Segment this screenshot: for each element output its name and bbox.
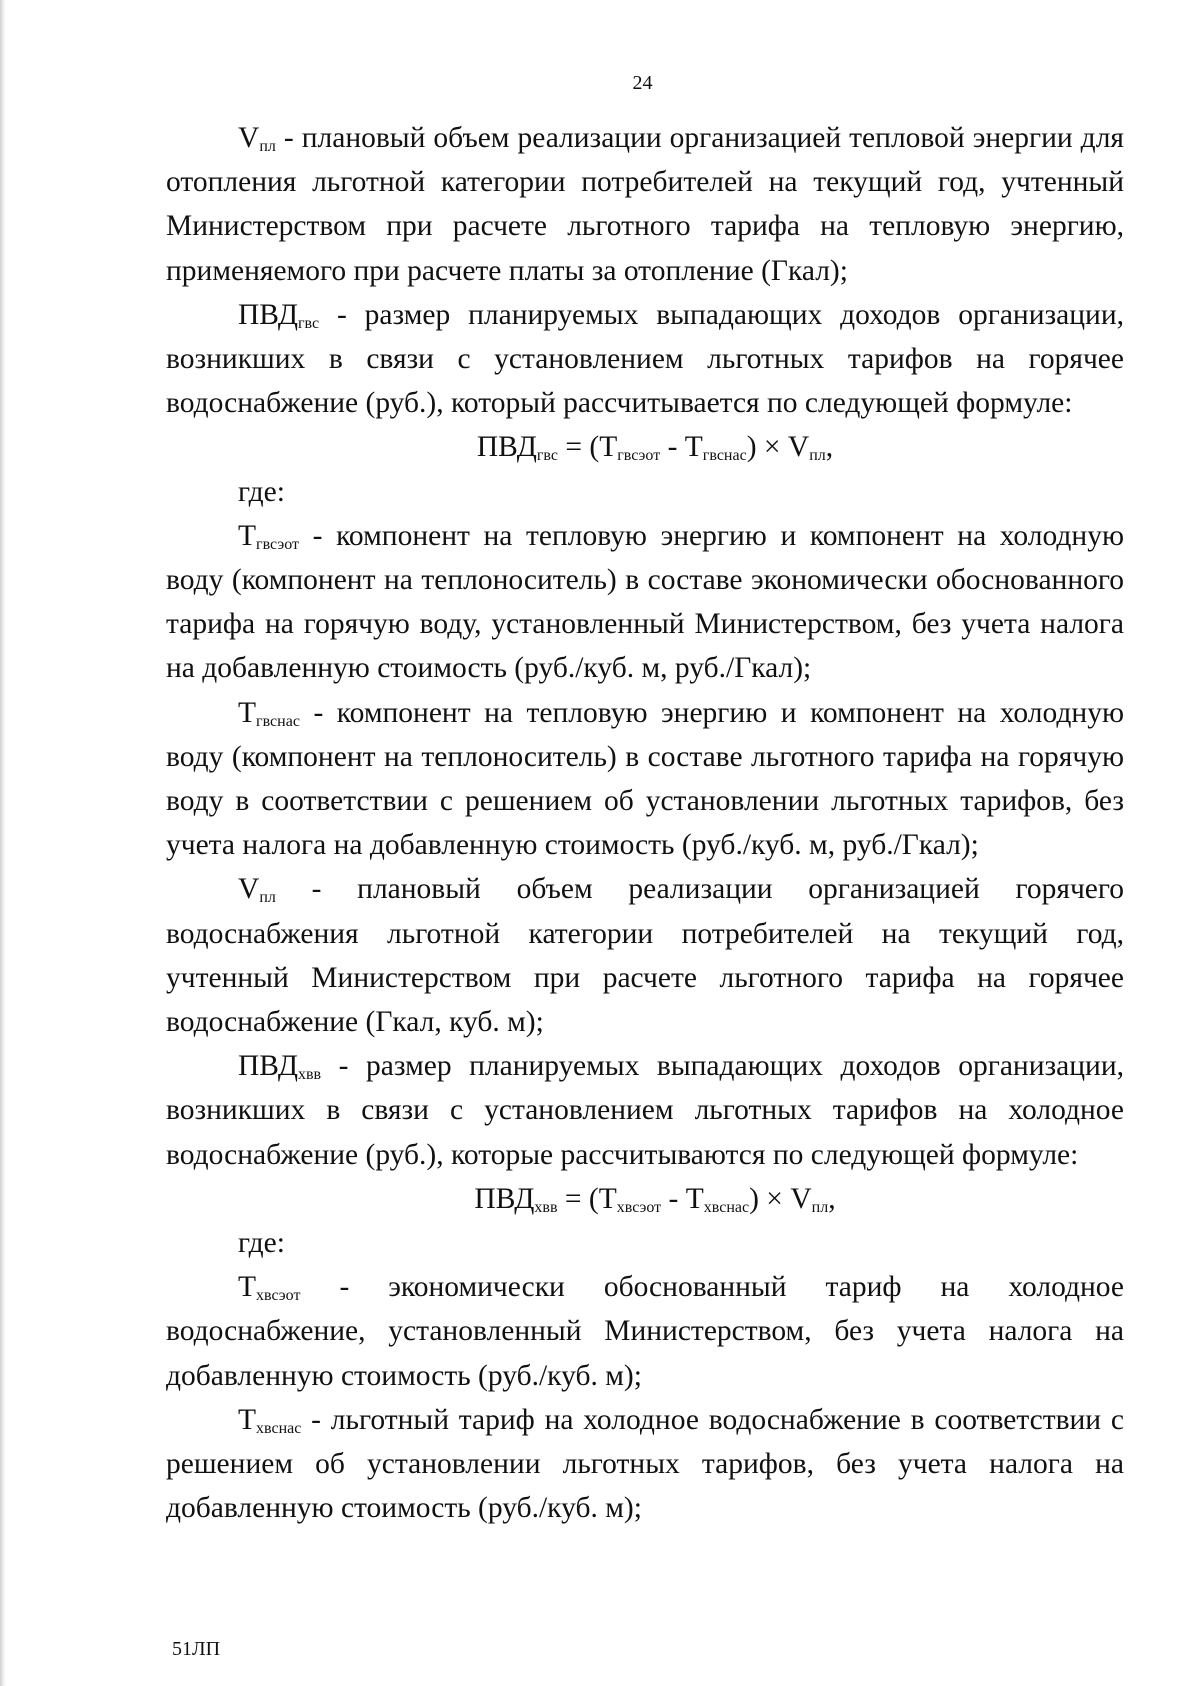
symbol-subscript: пл — [811, 1198, 829, 1216]
footer-code: 51ЛП — [172, 1638, 221, 1660]
symbol-subscript: гвснас — [256, 712, 300, 730]
text-run: - плановый объем реализации организацией тепловой энергии для отопления льготной категории потребителей на текущий год, учтенный Министерством при расчете льготного тарифа на тепловую энергию, применяемого при расчете платы за отопление (Гкал); — [166, 122, 1124, 287]
text-run: - льготный тариф на холодное водоснабжение в соответствии с решением об установлении льготных тарифов, без учета налога на добавленную стоимость (руб./куб. м); — [166, 1403, 1124, 1525]
text-run: - компонент на тепловую энергию и компонент на холодную воду (компонент на теплоноситель) в составе льготного тарифа на горячую воду в соответствии с решением об установлении льготных тарифов, без учета налога на добавленную стоимость (руб./куб. м, руб./Гкал); — [166, 696, 1124, 862]
symbol: ПВД — [476, 431, 537, 464]
symbol-subscript: хвснас — [256, 1419, 302, 1437]
formula — [166, 1177, 1124, 1221]
page-number: 24 — [632, 72, 653, 94]
paragraph — [166, 1265, 1124, 1398]
symbol: ПВД — [238, 298, 298, 331]
symbol: Т — [238, 1403, 257, 1436]
text-run: = ( — [557, 1182, 599, 1215]
text-run: - размер планируемых выпадающих доходов организации, возникших в связи с установлением льготных тарифов на холодное водоснабжение (руб.), которые рассчитываются по следующей формуле: — [166, 1050, 1124, 1171]
symbol-subscript: пл — [809, 447, 826, 465]
paragraph — [166, 116, 1124, 293]
paragraph — [166, 1221, 1124, 1265]
symbol-subscript: пл — [259, 138, 276, 155]
symbol: Т — [685, 1182, 704, 1215]
symbol-subscript: гвсэот — [617, 447, 661, 465]
text-run: - размер планируемых выпадающих доходов организации, возникших в связи с установлением льготных тарифов на горячее водоснабжение (руб.), который рассчитывается по следующей формуле: — [166, 298, 1124, 420]
formula — [166, 425, 1124, 469]
symbol: V — [238, 122, 260, 154]
symbol-subscript: гвс — [536, 447, 558, 465]
symbol: V — [238, 873, 260, 906]
paragraph — [166, 1398, 1124, 1531]
symbol-subscript: хвв — [534, 1198, 558, 1216]
text-run: где: — [238, 1227, 285, 1260]
paragraph — [166, 470, 1124, 514]
text-run: ) × — [746, 431, 788, 464]
paragraph — [166, 867, 1124, 1044]
text-run: ) × — [749, 1182, 791, 1215]
symbol: Т — [238, 519, 257, 552]
paragraph — [166, 514, 1124, 691]
symbol: ПВД — [474, 1182, 535, 1215]
text-run: где: — [238, 475, 285, 508]
symbol: ПВД — [238, 1050, 298, 1083]
symbol: V — [787, 431, 810, 464]
paragraph — [166, 691, 1124, 868]
symbol: Т — [599, 431, 618, 464]
text-run: - экономически обоснованный тариф на холодное водоснабжение, установленный Министерством, без учета налога на добавленную стоимость (руб./куб. м); — [166, 1271, 1124, 1392]
text-run: = ( — [557, 431, 600, 464]
paragraph — [166, 1044, 1124, 1177]
text-run: - плановый объем реализации организацией горячего водоснабжения льготной категории потребителей на текущий год, учтенный Министерством при расчете льготного тарифа на горячее водоснабжение (Гкал, куб. м); — [166, 873, 1124, 1039]
symbol: Т — [684, 431, 703, 464]
text-run: - компонент на тепловую энергию и компонент на холодную воду (компонент на теплоноситель) в составе экономически обоснованного тарифа на горячую воду, установленный Министерством, без учета налога на добавленную стоимость (руб./куб. м, руб./Гкал); — [166, 519, 1124, 685]
symbol: V — [790, 1182, 812, 1215]
symbol-subscript: пл — [259, 889, 276, 907]
symbol: Т — [238, 696, 257, 729]
scan-edge — [0, 0, 6, 1686]
document-body — [166, 116, 1124, 1531]
text-run: , — [825, 431, 834, 464]
symbol: Т — [238, 1271, 257, 1304]
symbol-subscript: хвв — [297, 1066, 322, 1084]
symbol-subscript: гвс — [297, 314, 320, 332]
text-run: , — [828, 1182, 836, 1215]
symbol-subscript: гвснас — [702, 447, 747, 465]
text-run: - — [661, 1182, 686, 1215]
text-run: - — [660, 431, 685, 464]
symbol-subscript: хвсэот — [256, 1287, 301, 1305]
symbol-subscript: гвсэот — [256, 535, 299, 553]
symbol-subscript: хвснас — [703, 1198, 750, 1216]
paragraph — [166, 293, 1124, 426]
symbol: Т — [598, 1182, 617, 1215]
symbol-subscript: хвсэот — [616, 1198, 662, 1216]
